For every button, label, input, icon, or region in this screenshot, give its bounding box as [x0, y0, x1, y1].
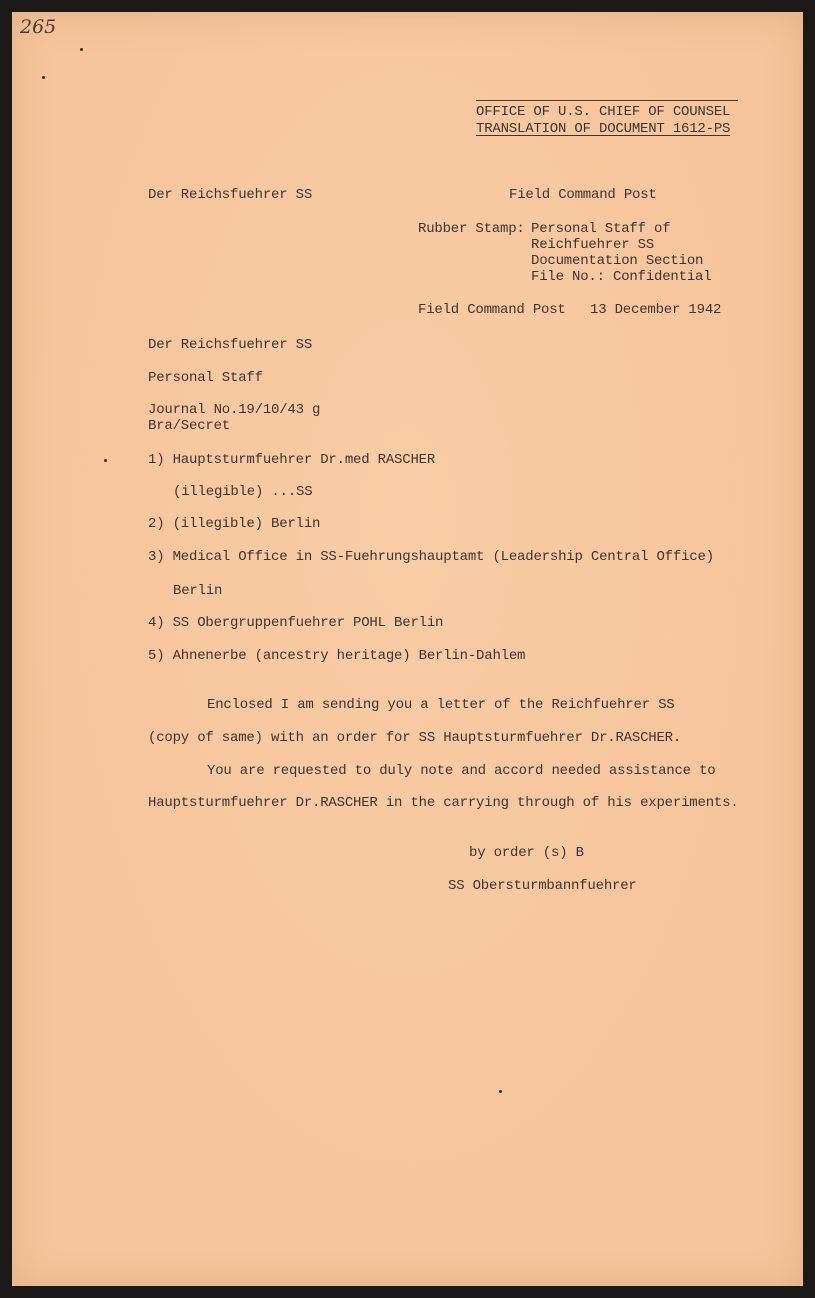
stamp-label: Rubber Stamp:: [418, 221, 525, 237]
stamp-line: Reichfuehrer SS: [531, 237, 655, 253]
recipient-line: 2) (illegible) Berlin: [148, 516, 321, 532]
signature-order: by order (s) B: [469, 845, 584, 861]
body-paragraph-line: Hauptsturmfuehrer Dr.RASCHER in the carrying through of his experiments.: [148, 795, 739, 811]
body-paragraph-line: Enclosed I am sending you a letter of the Reichfuehrer SS: [207, 697, 675, 713]
sender-top: Der Reichsfuehrer SS: [148, 187, 313, 203]
from-staff: Personal Staff: [148, 370, 263, 386]
classification: Bra/Secret: [148, 418, 231, 434]
signature-title: SS Obersturmbannfuehrer: [448, 878, 637, 894]
stamp-line: File No.: Confidential: [531, 269, 712, 285]
body-paragraph-line: (copy of same) with an order for SS Hauptsturmfuehrer Dr.RASCHER.: [148, 730, 682, 746]
recipient-line: 3) Medical Office in SS-Fuehrungshauptamt (Leadership Central Office): [148, 549, 714, 565]
ink-mark: [104, 459, 107, 462]
stamp-line: Documentation Section: [531, 253, 704, 269]
recipient-line: (illegible) ...SS: [173, 484, 313, 500]
header-office: OFFICE OF U.S. CHIEF OF COUNSEL: [476, 104, 731, 120]
journal-number: Journal No.19/10/43 g: [148, 402, 321, 418]
ink-mark: [499, 1090, 502, 1093]
ink-mark: [42, 76, 45, 79]
recipient-line: 1) Hauptsturmfuehrer Dr.med RASCHER: [148, 452, 436, 468]
header-translation: TRANSLATION OF DOCUMENT 1612-PS: [476, 121, 731, 137]
stamp-line: Personal Staff of: [531, 221, 671, 237]
header-rule: [476, 100, 738, 101]
dateline-place: Field Command Post: [418, 302, 566, 318]
recipient-line: 5) Ahnenerbe (ancestry heritage) Berlin-Dahlem: [148, 648, 526, 664]
handwritten-page-number: 265: [20, 16, 57, 38]
recipient-line: Berlin: [173, 583, 223, 599]
location-top: Field Command Post: [509, 187, 657, 203]
dateline-date: 13 December 1942: [590, 302, 722, 318]
body-paragraph-line: You are requested to duly note and accord needed assistance to: [207, 763, 716, 779]
from-sender: Der Reichsfuehrer SS: [148, 337, 313, 353]
recipient-line: 4) SS Obergruppenfuehrer POHL Berlin: [148, 615, 444, 631]
ink-mark: [80, 48, 83, 51]
